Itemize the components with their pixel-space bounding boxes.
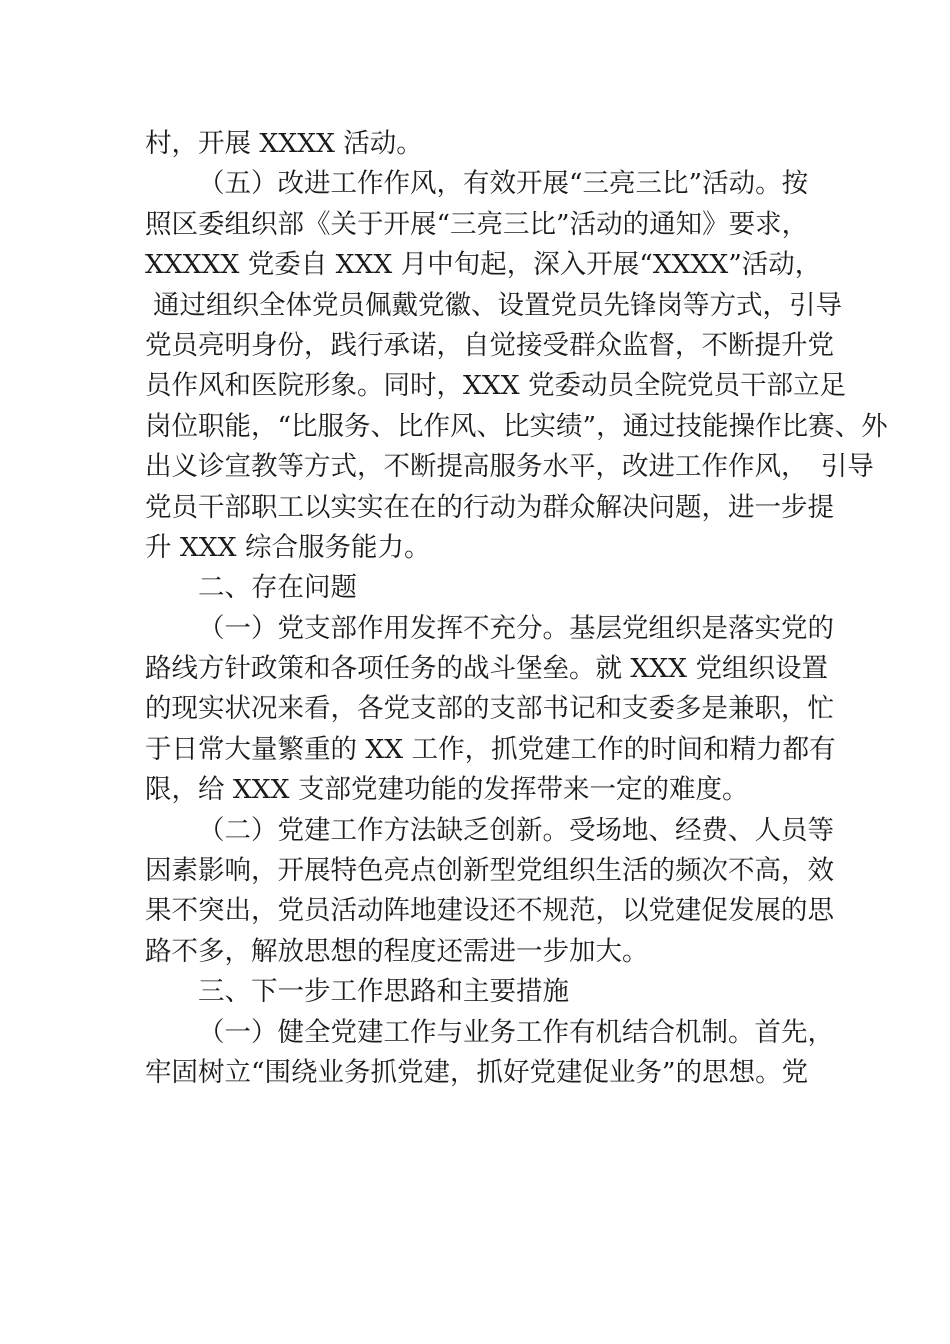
paragraph-start-line: （二）党建工作方法缺乏创新。受场地、经费、人员等 [198,814,834,846]
body-text [145,124,888,1093]
text-line: XXXXX 党委自 XXX 月中旬起，深入开展“XXXX”活动， [145,249,822,281]
text-line: 果不突出，党员活动阵地建设还不规范，以党建促发展的思 [145,895,834,927]
text-line: 升 XXX 综合服务能力。 [145,531,431,563]
section-heading: 三、下一步工作思路和主要措施 [198,976,569,1008]
section-heading: 二、存在问题 [198,572,357,604]
text-line: 岗位职能，“比服务、比作风、比实绩”，通过技能操作比赛、外 [145,410,888,442]
text-line: 牢固树立“围绕业务抓党建，抓好党建促业务”的思想。党 [145,1056,809,1088]
text-line: 员作风和医院形象。同时，XXX 党委动员全院党员干部立足 [145,370,847,402]
text-line: 路不多，解放思想的程度还需进一步加大。 [145,935,649,967]
paragraph-start-line: （一）健全党建工作与业务工作有机结合机制。首先， [198,1016,834,1048]
text-line: 出义诊宣教等方式，不断提高服务水平，改进工作作风， 引导 [145,451,874,483]
text-line: 党员亮明身份，践行承诺，自觉接受群众监督，不断提升党 [145,329,834,361]
paragraph-start-line: （一）党支部作用发挥不充分。基层党组织是落实党的 [198,612,834,644]
text-line: 党员干部职工以实实在在的行动为群众解决问题，进一步提 [145,491,834,523]
text-line: 限，给 XXX 支部党建功能的发挥带来一定的难度。 [145,774,749,806]
text-line: 的现实状况来看，各党支部的支部书记和支委多是兼职，忙 [145,693,834,725]
text-line: 通过组织全体党员佩戴党徽、设置党员先锋岗等方式，引导 [153,289,842,321]
text-line: 照区委组织部《关于开展“三亮三比”活动的通知》要求， [145,208,809,240]
text-line: 路线方针政策和各项任务的战斗堡垒。就 XXX 党组织设置 [145,653,828,685]
text-line: 因素影响，开展特色亮点创新型党组织生活的频次不高，效 [145,855,834,887]
text-line: 于日常大量繁重的 XX 工作，抓党建工作的时间和精力都有 [145,733,836,765]
paragraph-start-line: （五）改进工作作风，有效开展“三亮三比”活动。按 [198,168,809,200]
text-line: 村，开展 XXXX 活动。 [145,128,423,159]
